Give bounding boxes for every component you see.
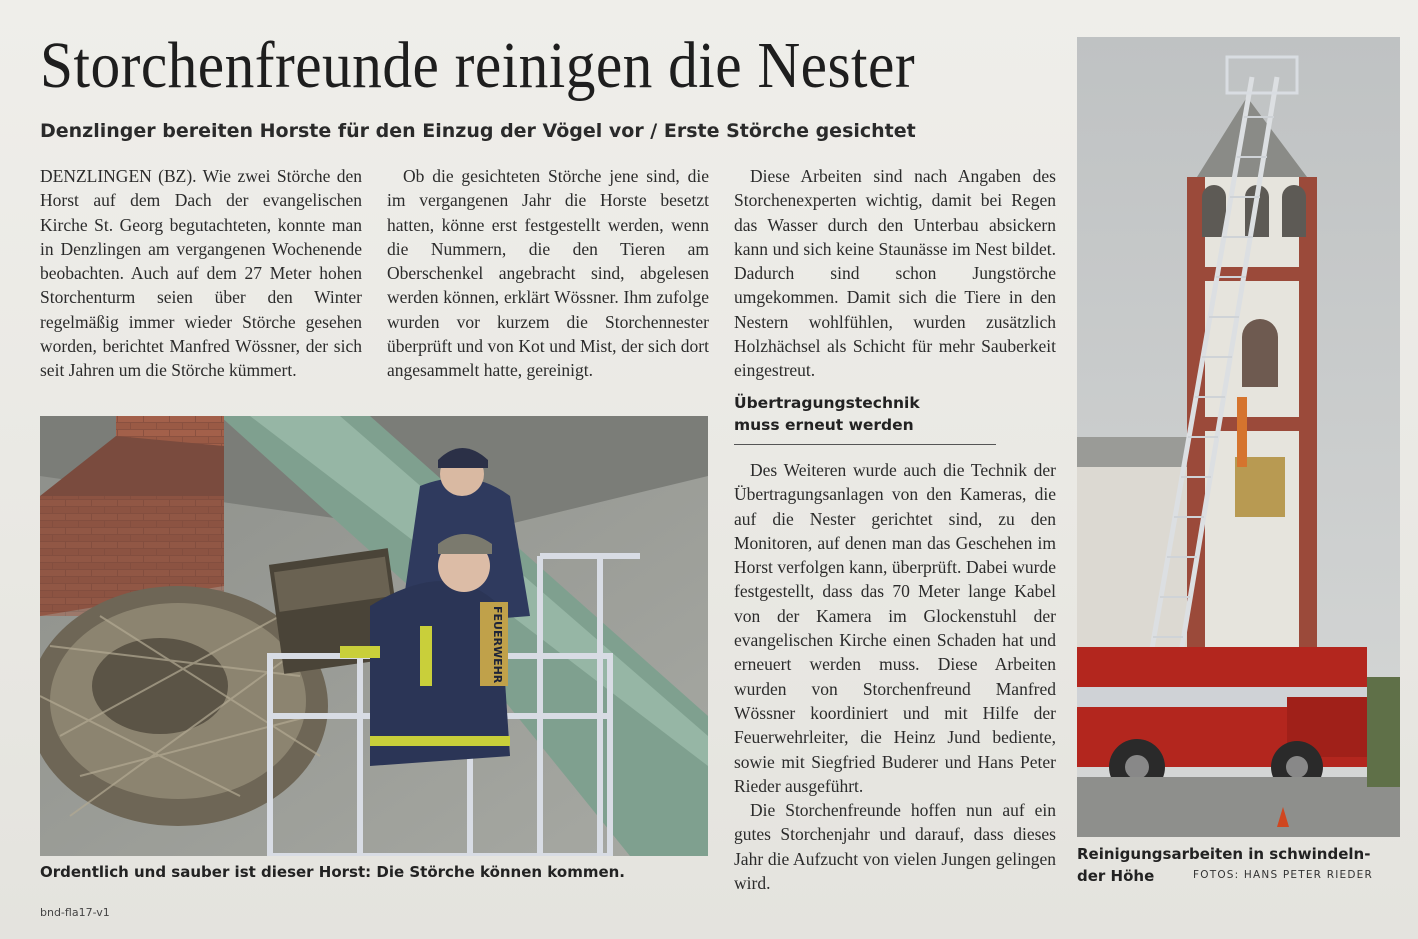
article-column-4 (734, 458, 1056, 895)
article-column-2 (387, 164, 709, 383)
paragraph-3: Diese Arbeiten sind nach Angaben des Storchenexperten wichtig, damit bei Regen das Wasser durch den Unterbau absickern kann und sich keine Staunässe im Nest bildet. Dadurch sind schon Jungstörche umgekommen. Damit sich die Tiere in den Nestern wohlfühlen, wurden zusätzlich Holzhächsel als Schicht für mehr Sauberkeit eingestreut. (734, 166, 1056, 381)
left-photo-caption: Ordentlich und sauber ist dieser Horst: Die Störche können kommen. (40, 863, 625, 881)
article-column-3 (734, 164, 1056, 383)
paragraph-2: Ob die gesichteten Störche jene sind, die im vergangenen Jahr die Horste besetzt hatten, könne erst festgestellt werden, wenn die Nummern, die den Tieren am Oberschenkel angebracht sind, abgelesen werden können, erklärt Wössner. Ihm zufolge wurden vor kurzem die Storchennester überprüft und von Kot und Mist, der sich dort angesammelt hatte, gereinigt. (387, 166, 709, 381)
nest-cleaning-illustration (40, 416, 708, 856)
jacket-lettering: FEUERWEHR (491, 606, 504, 684)
article-column-1 (40, 164, 362, 383)
footer-code: bnd-fla17-v1 (40, 906, 110, 919)
subheading-line-2: muss erneut werden (734, 416, 914, 434)
paragraph-4: Des Weiteren wurde auch die Technik der Übertragungsanlagen von den Kameras, die auf die Nester gerichtet sind, zu den Monitoren, auf denen man das Geschehen im Horst verfolgen kann, überprüft. Dabei wurde festgestellt, dass das 70 Meter lange Kabel von der Kamera im Glockenstuhl der evangelischen Kirche einen Schaden hat und erneuert werden muss. Diese Arbeiten wurden von Storchenfreund Manfred Wössner koordiniert und mit Hilfe der Feuerwehrleiter, die Heinz Jund bediente, sowie mit Siegfried Buderer und Hans Peter Rieder ausgeführt. (734, 460, 1056, 796)
article-subheadline: Denzlinger bereiten Horste für den Einzug der Vögel vor / Erste Störche gesichtet (40, 120, 916, 142)
subheading-rule (734, 444, 996, 445)
article-headline: Storchenfreunde reinigen die Nester (40, 29, 916, 102)
section-subheading (734, 392, 1024, 436)
right-caption-line-2: der Höhe (1077, 867, 1155, 885)
photo-credit: FOTOS: HANS PETER RIEDER (1193, 869, 1373, 881)
ladder-church-illustration (1077, 37, 1400, 837)
paragraph-1: DENZLINGEN (BZ). Wie zwei Störche den Horst auf dem Dach der evangelischen Kirche St. Georg begutachteten, konnte man in Denzlingen am vergangenen Wochenende beobachten. Auch auf dem 27 Meter hohen Storchenturm seien über den Winter regelmäßig immer wieder Störche gesehen worden, berichtet Manfred Wössner, der sich seit Jahren um die Störche kümmert. (40, 166, 362, 381)
photo-ladder-church (1077, 37, 1400, 837)
right-caption-line-1: Reinigungsarbeiten in schwindeln- (1077, 845, 1371, 863)
paragraph-5: Die Storchenfreunde hoffen nun auf ein gutes Storchenjahr und darauf, dass dieses Jahr die Aufzucht von vielen Jungen gelingen wird. (734, 800, 1056, 894)
photo-nest-cleaning (40, 416, 708, 856)
subheading-line-1: Übertragungstechnik (734, 394, 920, 412)
